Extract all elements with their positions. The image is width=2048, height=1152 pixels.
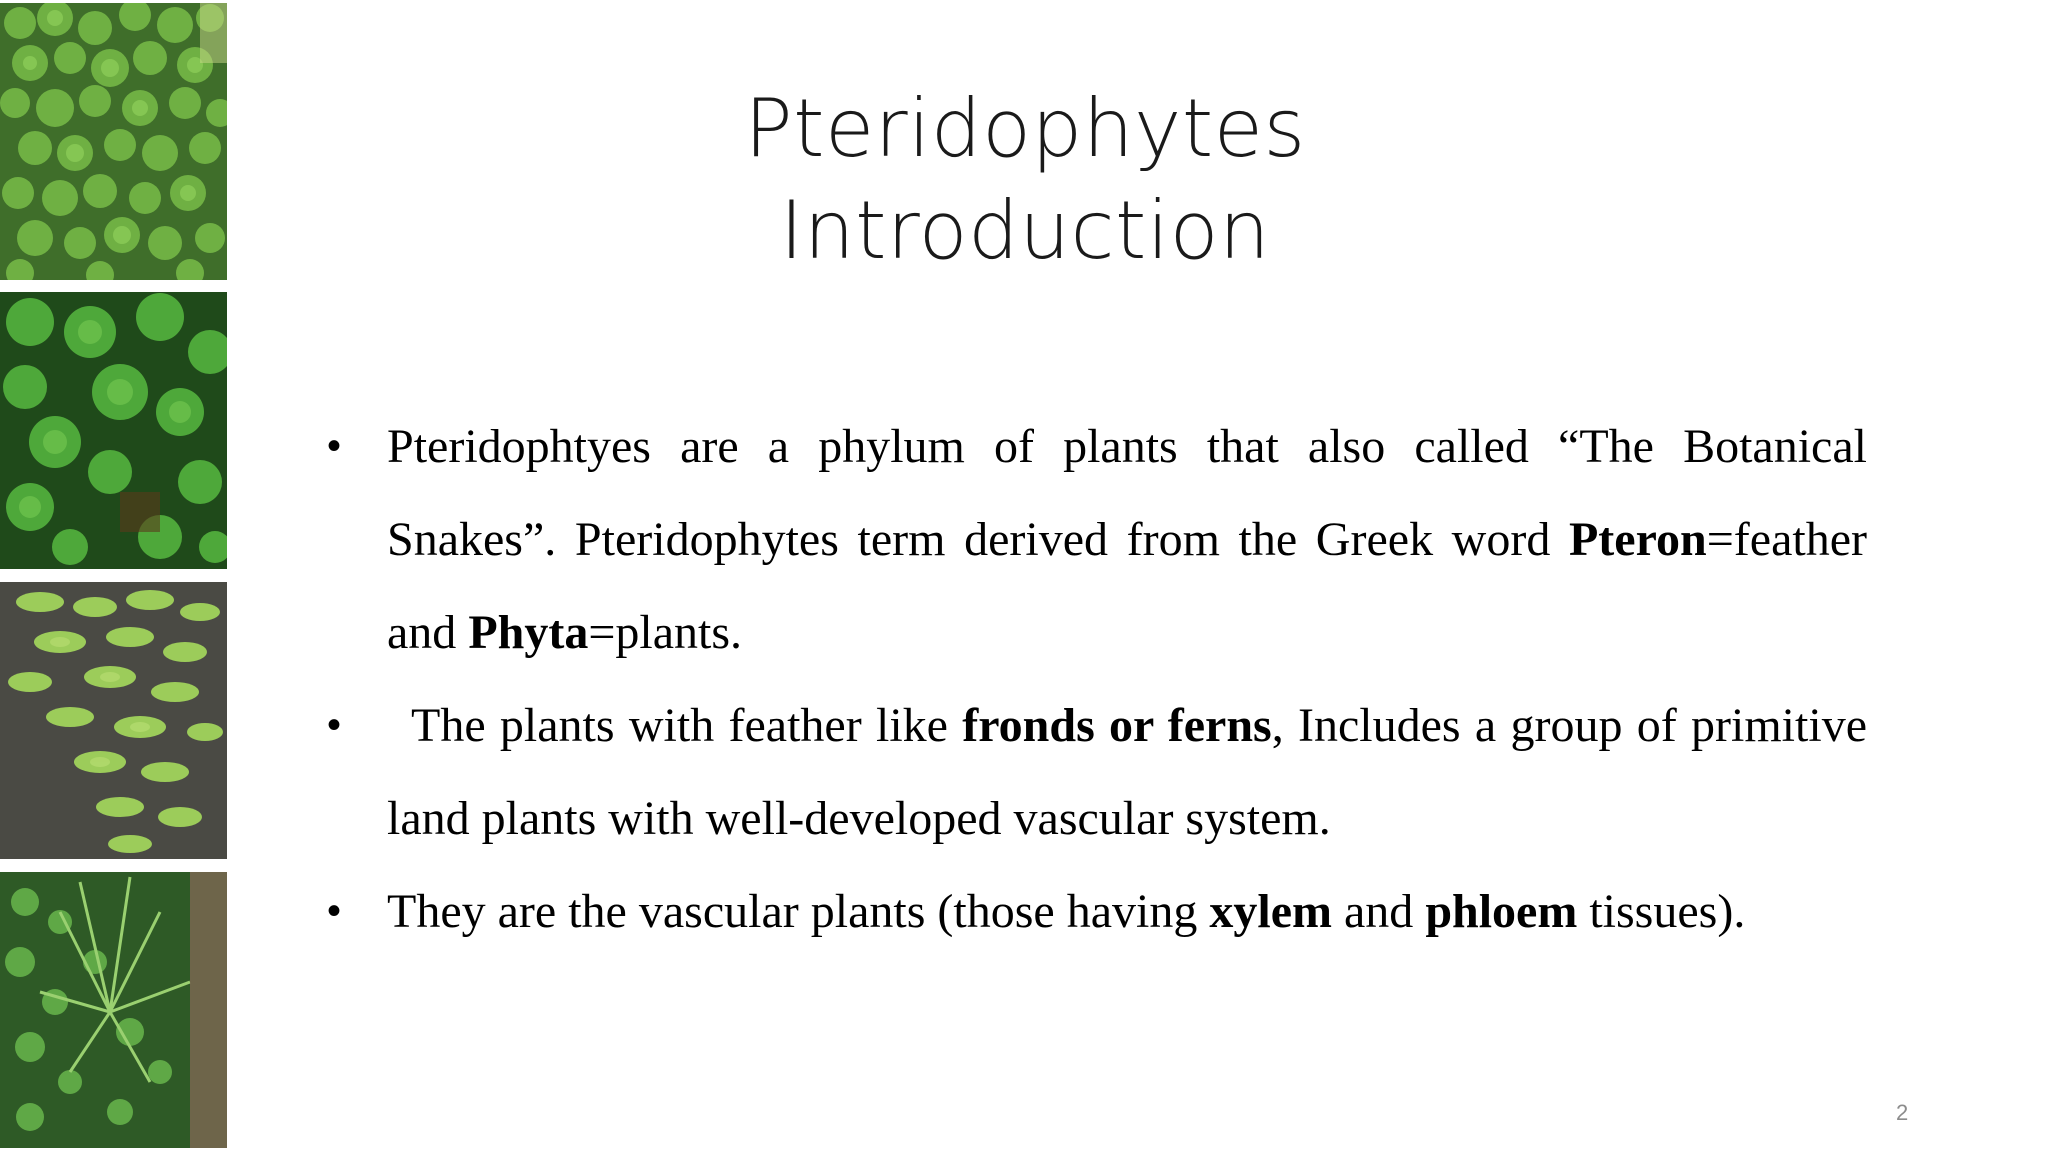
bullet-item-3 (327, 865, 1867, 958)
bullet-dot-icon: • (327, 889, 342, 933)
bullet-3-bold-a: xylem (1209, 885, 1332, 938)
bullet-dot-icon: • (327, 703, 342, 747)
bullet-1-text-b: =feather and (387, 513, 1867, 659)
title-line-1: Pteridophytes (744, 82, 1306, 175)
bullet-2-text-a: The plants with feather like (411, 699, 963, 752)
bullet-dot-icon: • (327, 424, 342, 468)
bullet-2-text-b: , Includes a group of primitive land plants with well-developed vascular system. (387, 699, 1867, 845)
page-title (560, 78, 1490, 282)
ground-fern-photo-icon (0, 872, 227, 1148)
bullet-1-bold-a: Pteron (1568, 513, 1707, 566)
salvinia-photo-icon (0, 582, 227, 859)
bullet-1-text-a: Pteridophtyes are a phylum of plants that also called “The Botanical Snakes”. Pteridophytes term derived from the Greek word (387, 420, 1867, 566)
floating-fern-photo-icon (0, 3, 227, 280)
bullet-3-text-b: and (1332, 885, 1426, 938)
bullet-list (327, 400, 1867, 958)
bullet-3-text-c: tissues). (1577, 885, 1746, 938)
clover-fern-photo-icon (0, 292, 227, 569)
bullet-item-2 (327, 679, 1867, 865)
page-number: 2 (1896, 1100, 1909, 1125)
bullet-1-bold-b: Phyta (468, 606, 589, 659)
bullet-1-text-c: =plants. (588, 606, 743, 659)
photo-strip (0, 0, 227, 1152)
bullet-2-bold-a: fronds or ferns (962, 699, 1272, 752)
bullet-3-text-a: They are the vascular plants (those having (387, 885, 1210, 938)
title-line-2: Introduction (779, 184, 1271, 277)
bullet-3-bold-b: phloem (1425, 885, 1578, 938)
bullet-item-1 (327, 400, 1867, 679)
